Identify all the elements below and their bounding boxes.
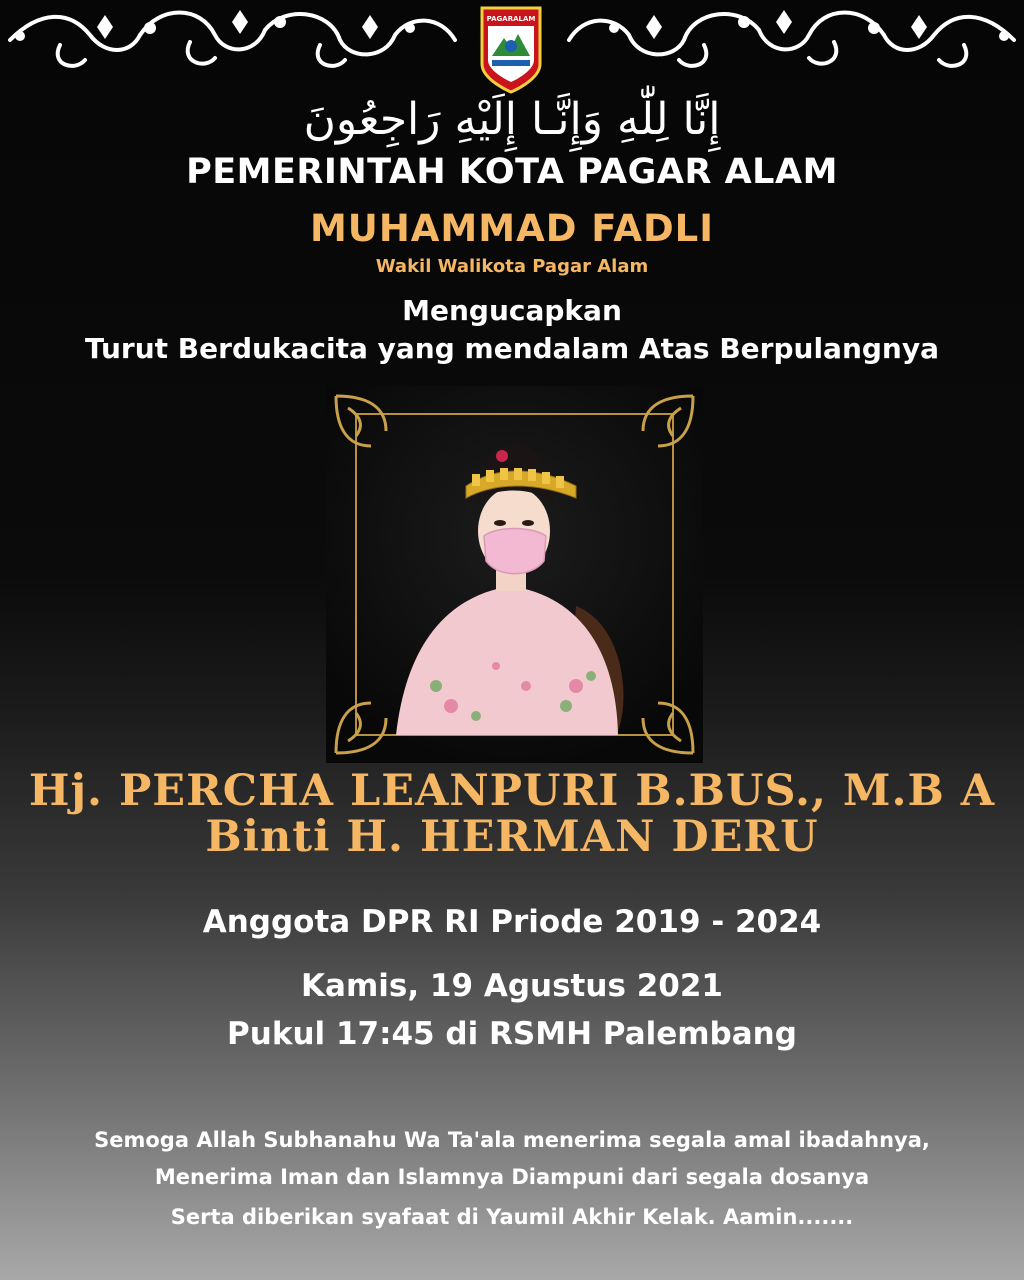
- deceased-name-line-1: Hj. PERCHA LEANPURI B.BUS., M.B A: [28, 766, 996, 816]
- deceased-role: Anggota DPR RI Priode 2019 - 2024: [202, 904, 822, 940]
- death-date: Kamis, 19 Agustus 2021: [301, 968, 723, 1004]
- city-emblem-logo: [478, 4, 544, 94]
- emblem-text: PAGARALAM: [486, 15, 536, 23]
- death-time-place: Pukul 17:45 di RSMH Palembang: [227, 1016, 797, 1052]
- government-title: PEMERINTAH KOTA PAGAR ALAM: [186, 152, 838, 192]
- portrait-illustration: [326, 386, 703, 763]
- arabic-phrase: إِنَّا لِلّٰهِ وَإِنَّـا إِلَيْهِ رَاجِعُونَ: [303, 94, 721, 145]
- deceased-name-line-2: Binti H. HERMAN DERU: [205, 812, 819, 862]
- portrait-photo: [326, 386, 703, 763]
- ornament-left-icon: [0, 0, 470, 80]
- prayer-line-2: Menerima Iman dan Islamnya Diampuni dari segala dosanya: [154, 1165, 870, 1189]
- ornament-right-icon: [554, 0, 1024, 80]
- sender-name: MUHAMMAD FADLI: [309, 207, 715, 250]
- prayer-line-1: Semoga Allah Subhanahu Wa Ta'ala menerima segala amal ibadahnya,: [94, 1128, 930, 1152]
- message-line-1: Mengucapkan: [402, 294, 622, 327]
- sender-position: Wakil Walikota Pagar Alam: [375, 256, 649, 277]
- message-line-2: Turut Berdukacita yang mendalam Atas Berpulangnya: [84, 332, 940, 365]
- prayer-line-3: Serta diberikan syafaat di Yaumil Akhir Kelak. Aamin.......: [170, 1205, 854, 1229]
